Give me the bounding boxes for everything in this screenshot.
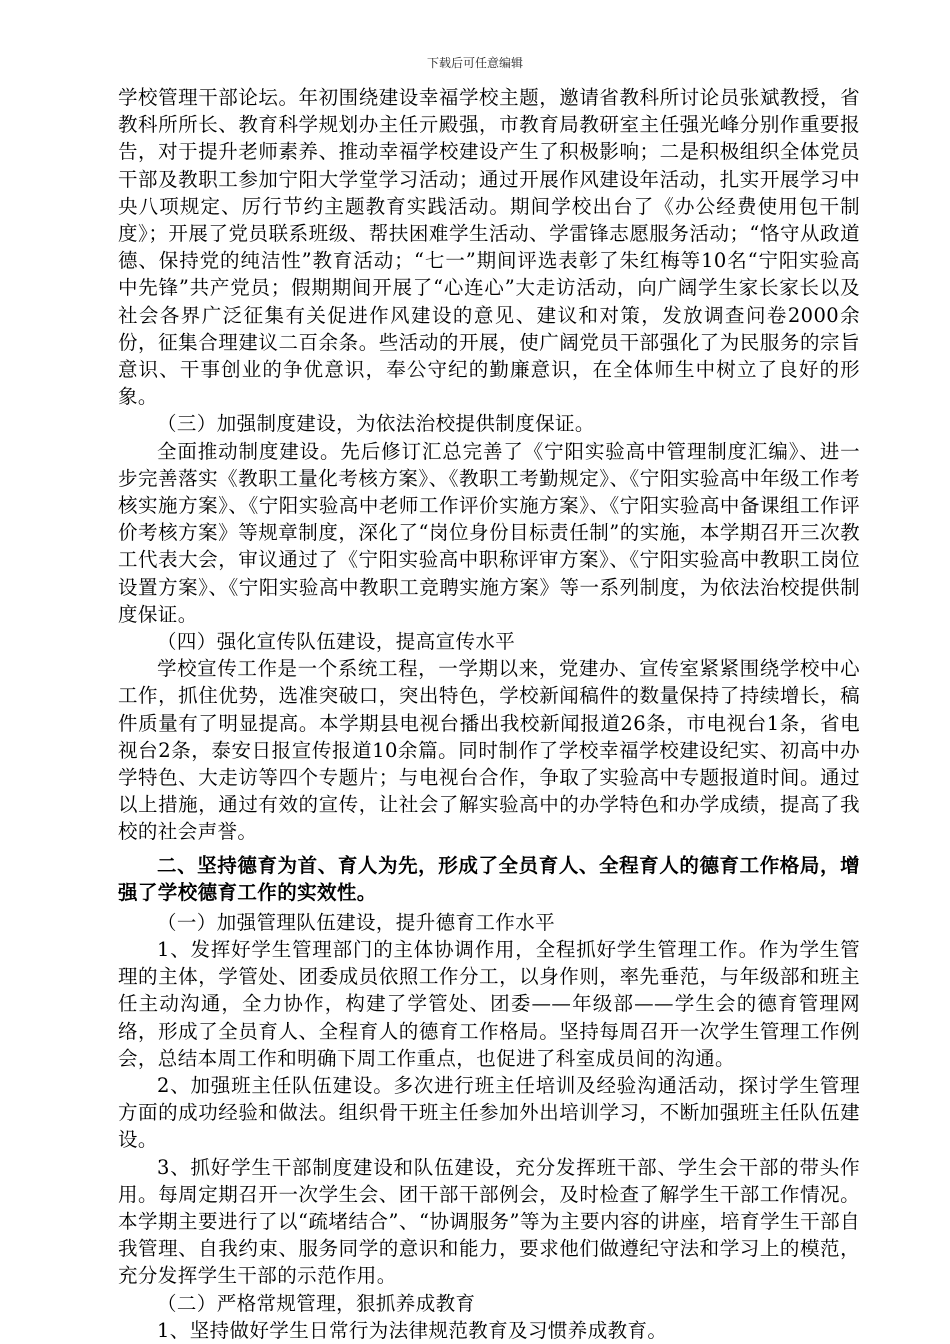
paragraph-item-1: 1、发挥好学生管理部门的主体协调作用，全程抓好学生管理工作。作为学生管理的主体，学管处、团委成员依照工作分工，以身作则，率先垂范，与年级部和班主任主动沟通，全力协作，构建了学管处、团委——年级部——学生会的德育管理网络，形成了全员育人、全程育人的德育工作格局。坚持每周召开一次学生管理工作例会，总结本周工作和明确下周工作重点，也促进了科室成员间的沟通。	[118, 937, 860, 1070]
subheading-management-team: （一）加强管理队伍建设，提升德育工作水平	[157, 910, 556, 934]
document-body	[118, 84, 860, 1344]
subheading-routine-management: （二）严格常规管理，狠抓养成教育	[157, 1291, 476, 1315]
section-heading-moral-education	[118, 852, 860, 907]
paragraph-item-3: 3、抓好学生干部制度建设和队伍建设，充分发挥班干部、学生会干部的带头作用。每周定期召开一次学生会、团干部干部例会，及时检查了解学生干部工作情况。本学期主要进行了以“疏堵结合”、“协调服务”等为主要内容的讲座，培育学生干部自我管理、自我约束、服务同学的意识和能力，要求他们做遵纪守法和学习上的模范，充分发挥学生干部的示范作用。	[118, 1155, 860, 1288]
section-heading-text: 二、坚持德育为首、育人为先，形成了全员育人、全程育人的德育工作格局，增强了学校德育工作的实效性。	[118, 853, 860, 905]
paragraph-publicity: 学校宣传工作是一个系统工程，一学期以来，党建办、宣传室紧紧围绕学校中心工作，抓住优势，选准突破口，突出特色，学校新闻稿件的数量保持了持续增长，稿件质量有了明显提高。本学期县电视台播出我校新闻报道26条，市电视台1条，省电视台2条，泰安日报宣传报道10余篇。同时制作了学校幸福学校建设纪实、初高中办学特色、大走访等四个专题片；与电视台合作，争取了实验高中专题报道时间。通过以上措施，通过有效的宣传，让社会了解实验高中的办学特色和办学成绩，提高了我校的社会声誉。	[118, 657, 860, 844]
page-header-note: 下载后可任意编辑	[426, 56, 523, 70]
subheading-system-building: （三）加强制度建设，为依法治校提供制度保证。	[157, 412, 595, 436]
paragraph-item-routine-1: 1、坚持做好学生日常行为法律规范教育及习惯养成教育。	[157, 1318, 668, 1342]
paragraph-party-activities: 学校管理干部论坛。年初围绕建设幸福学校主题，邀请省教科所讨论员张斌教授，省教科所所长、教育科学规划办主任亓殿强，市教育局教研室主任强光峰分别作重要报告，对于提升老师素养、推动幸福学校建设产生了积极影响；二是积极组织全体党员干部及教职工参加宁阳大学堂学习活动；通过开展作风建设年活动，扎实开展学习中央八项规定、厉行节约主题教育实践活动。期间学校出台了《办公经费使用包干制度》；开展了党员联系班级、帮扶困难学生活动、学雷锋志愿服务活动；“恪守从政道德、保持党的纯洁性”教育活动；“七一”期间评选表彰了朱红梅等10名“宁阳实验高中先锋”共产党员；假期期间开展了“心连心”大走访活动，向广阔学生家长家长以及社会各界广泛征集有关促进作风建设的意见、建议和对策，发放调查问卷2000余份，征集合理建议二百余条。些活动的开展，使广阔党员干部强化了为民服务的宗旨意识、干事创业的争优意识，奉公守纪的勤廉意识，在全体师生中树立了良好的形象。	[118, 86, 860, 409]
paragraph-system-building: 全面推动制度建设。先后修订汇总完善了《宁阳实验高中管理制度汇编》、进一步完善落实《教职工量化考核方案》、《教职工考勤规定》、《宁阳实验高中年级工作考核实施方案》、《宁阳实验高中老师工作评价实施方案》、《宁阳实验高中备课组工作评价考核方案》等规章制度，深化了“岗位身份目标责任制”的实施，本学期召开三次教工代表大会，审议通过了《宁阳实验高中职称评审方案》、《宁阳实验高中教职工岗位设置方案》、《宁阳实验高中教职工竞聘实施方案》等一系列制度，为依法治校提供制度保证。	[118, 439, 860, 626]
subheading-publicity: （四）强化宣传队伍建设，提高宣传水平	[157, 630, 516, 654]
paragraph-item-2: 2、加强班主任队伍建设。多次进行班主任培训及经验沟通活动，探讨学生管理方面的成功经验和做法。组织骨干班主任参加外出培训学习，不断加强班主任队伍建设。	[118, 1073, 860, 1152]
